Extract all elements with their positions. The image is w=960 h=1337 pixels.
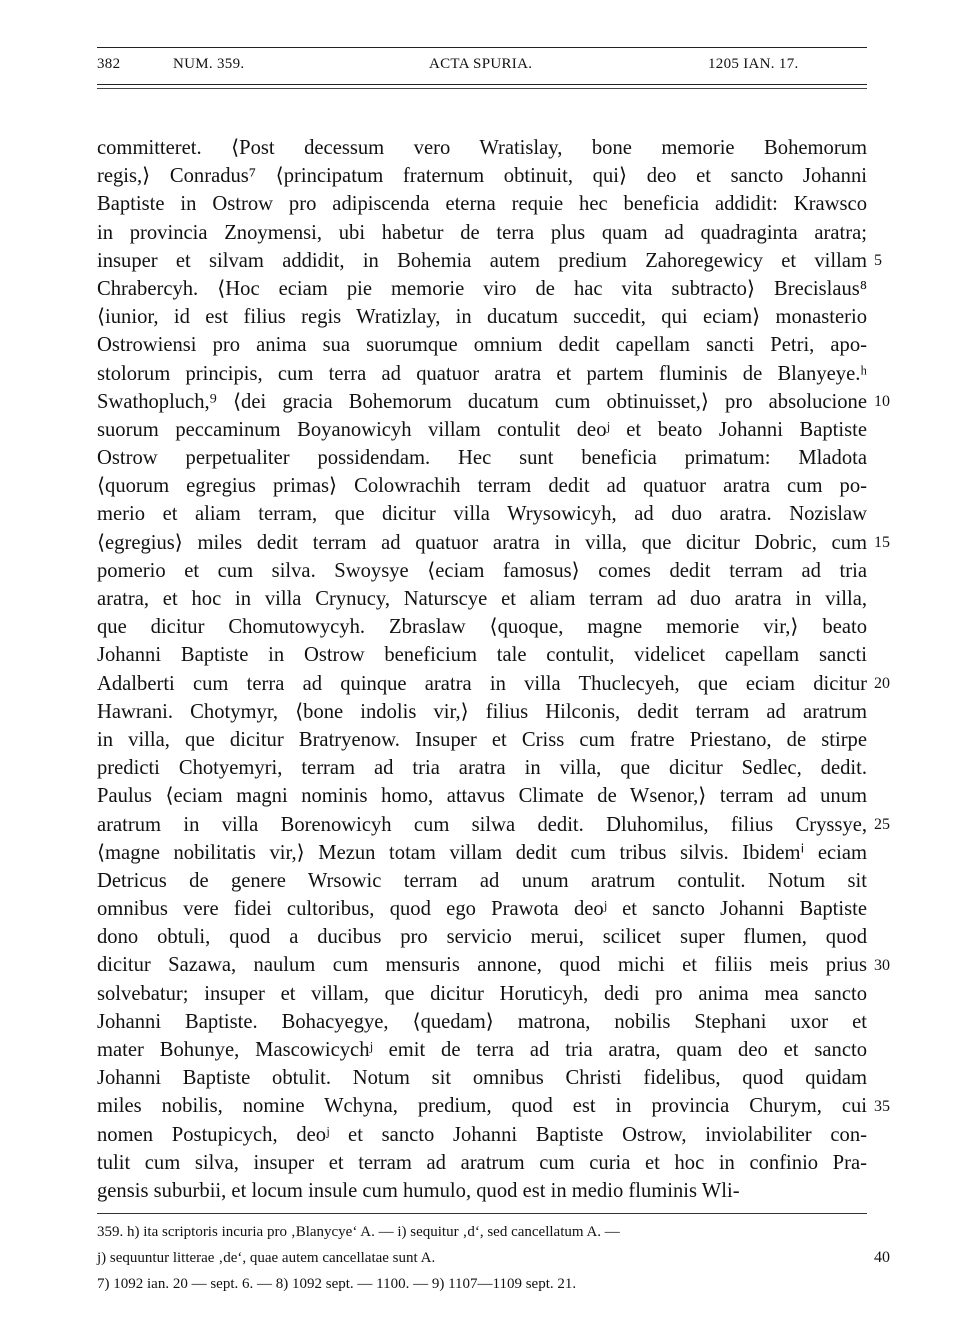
text-line: suorum peccaminum Boyanowicyh villam contulit deoʲ et beato Johanni Baptiste (97, 418, 867, 441)
text-line: ⟨egregius⟩ miles dedit terram ad quatuor aratra in villa, que dicitur Dobric, cum (97, 531, 867, 554)
text-line: regis,⟩ Conradus⁷ ⟨principatum fraternum obtinuit, qui⟩ deo et sancto Johanni (97, 165, 867, 188)
document-date: 1205 IAN. 17. (708, 56, 799, 72)
page-number: 382 (97, 56, 121, 72)
footnotes (97, 1219, 867, 1297)
text-line: merio et aliam terram, que dicitur villa Wrysowicyh, ad duo aratra. Nozislaw (97, 503, 867, 526)
document-number: NUM. 359. (173, 56, 245, 72)
running-header (97, 56, 867, 82)
text-line: nomen Postupicych, deoʲ et sancto Johanni Baptiste Ostrow, inviolabiliter con- (97, 1123, 867, 1146)
text-line: Johanni Baptiste in Ostrow beneficium tale contulit, videlicet capellam sancti (97, 644, 867, 667)
footnote-line: 359. h) ita scriptoris incuria pro ‚Blanycye‘ A. — i) sequitur ‚d‘, sed cancellatum A. — (97, 1224, 620, 1240)
text-line: Johanni Baptiste. Bohacyegye, ⟨quedam⟩ matrona, nobilis Stephani uxor et (97, 1010, 867, 1033)
running-title: ACTA SPURIA. (429, 56, 533, 72)
text-line: Swathopluch,⁹ ⟨dei gracia Bohemorum ducatum cum obtinuisset,⟩ pro absolucione (97, 390, 867, 413)
line-number: 15 (874, 533, 890, 551)
line-number: 5 (874, 251, 882, 269)
text-line: stolorum principis, cum terra ad quatuor aratra et partem fluminis de Blanyeye.ʰ (97, 362, 867, 385)
text-line: dicitur Sazawa, naulum cum mensuris annone, quod michi et filiis meis prius (97, 954, 867, 977)
text-line: que dicitur Chomutowycyh. Zbraslaw ⟨quoque, magne memorie vir,⟩ beato (97, 616, 867, 639)
text-line: ⟨quorum egregius primas⟩ Colowrachih terram dedit ad quatuor aratra cum po- (97, 475, 867, 498)
text-line: mater Bohunye, Mascowicychʲ emit de terra ad tria aratra, quam deo et sancto (97, 1039, 867, 1061)
footnote-line: j) sequuntur litterae ‚de‘, quae autem cancellatae sunt A. (97, 1250, 436, 1266)
text-line: solvebatur; insuper et villam, que dicitur Horuticyh, dedi pro anima mea sancto (97, 982, 867, 1005)
line-number: 40 (874, 1249, 890, 1266)
text-line: Hawrani. Chotymyr, ⟨bone indolis vir,⟩ filius Hilconis, dedit terram ad aratrum (97, 700, 867, 723)
line-number: 20 (874, 674, 890, 692)
text-line: Paulus ⟨eciam magni nominis homo, attavus Climate de Wsenor,⟩ terram ad unum (97, 785, 867, 808)
text-line: Detricus de genere Wrsowic terram ad unum aratrum contulit. Notum sit (97, 869, 867, 892)
text-line: predicti Chotyemyri, terram ad tria aratra in villa, que dicitur Sedlec, dedit. (97, 757, 867, 780)
text-line: miles nobilis, nomine Wchyna, predium, quod est in provincia Churym, cui (97, 1095, 867, 1118)
header-rule-bottom (97, 84, 867, 89)
text-line: in provincia Znoymensi, ubi habetur de terra plus quam ad quadraginta aratra; (97, 221, 867, 244)
text-line: dono obtuli, quod a ducibus pro servicio merui, scilicet super flumen, quod (97, 926, 867, 949)
text-line: Ostrowiensi pro anima sua suorumque omnium dedit capellam sancti Petri, apo- (97, 334, 867, 357)
text-line: Baptiste in Ostrow pro adipiscenda eterna requie hec beneficia addidit: Krawsco (97, 193, 867, 216)
text-line: Ostrow perpetualiter possidendam. Hec sunt beneficia primatum: Mladota (97, 447, 867, 470)
footnote-rule (97, 1213, 867, 1214)
text-line: omnibus vere fidei cultoribus, quod ego Prawota deoʲ et sancto Johanni Baptiste (97, 898, 867, 921)
text-line: insuper et silvam addidit, in Bohemia autem predium Zahoregewicy et villam (97, 249, 867, 272)
footnote-line: 7) 1092 ian. 20 — sept. 6. — 8) 1092 sept. — 1100. — 9) 1107—1109 sept. 21. (97, 1276, 577, 1292)
text-line: ⟨iunior, id est filius regis Wratizlay, in ducatum succedit, qui eciam⟩ monasterio (97, 306, 867, 329)
text-line: Johanni Baptiste obtulit. Notum sit omnibus Christi fidelibus, quod quidam (97, 1067, 867, 1090)
line-number: 30 (874, 956, 890, 974)
text-line: gensis suburbii, et locum insule cum humulo, quod est in medio fluminis Wli- (97, 1179, 740, 1202)
text-line: in villa, que dicitur Bratryenow. Insuper et Criss cum fratre Priestano, de stirpe (97, 728, 867, 751)
text-line: committeret. ⟨Post decessum vero Wratislay, bone memorie Bohemorum (97, 137, 867, 159)
line-number: 35 (874, 1097, 890, 1115)
text-line: Chrabercyh. ⟨Hoc eciam pie memorie viro de hac vita subtracto⟩ Brecislaus⁸ (97, 277, 867, 300)
header-rule-top (97, 47, 867, 48)
text-line: tulit cum silva, insuper et terram ad aratrum cum curia et hoc in confinio Pra- (97, 1151, 867, 1174)
text-line: pomerio et cum silva. Swoysye ⟨eciam famosus⟩ comes dedit terram ad tria (97, 559, 867, 582)
line-number: 25 (874, 815, 890, 833)
line-number: 10 (874, 392, 890, 410)
text-line: ⟨magne nobilitatis vir,⟩ Mezun totam villam dedit cum tribus silvis. Ibidemⁱ eciam (97, 841, 867, 864)
text-line: Adalberti cum terra ad quinque aratra in villa Thuclecyeh, que eciam dicitur (97, 672, 867, 695)
body-text (97, 134, 867, 1205)
text-line: aratra, et hoc in villa Crynucy, Naturscye et aliam terram ad duo aratra in villa, (97, 588, 867, 610)
text-line: aratrum in villa Borenowicyh cum silwa dedit. Dluhomilus, filius Cryssye, (97, 813, 867, 836)
